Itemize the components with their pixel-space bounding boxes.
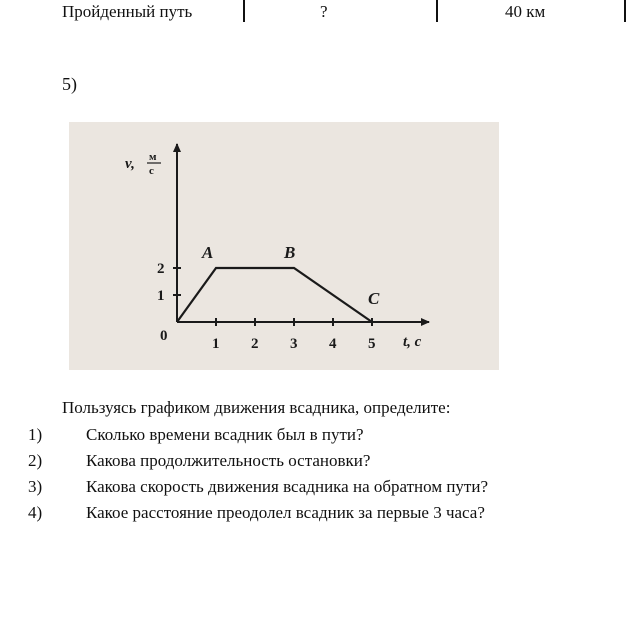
y-axis-unit-denominator: с xyxy=(149,165,154,177)
graph-canvas xyxy=(69,122,499,370)
x-tick-label: 3 xyxy=(290,336,298,352)
x-tick-label: 2 xyxy=(251,336,259,352)
x-axis-label: t, с xyxy=(403,334,422,350)
question-text: Сколько времени всадник был в пути? xyxy=(86,425,364,444)
question-text: Какова скорость движения всадника на обратном пути? xyxy=(86,477,488,496)
question-item xyxy=(0,425,640,449)
question-text: Какова продолжительность остановки? xyxy=(86,451,371,470)
question-number: 1) xyxy=(28,425,43,444)
question-item xyxy=(0,451,640,475)
table-cell-value: 40 км xyxy=(505,2,546,21)
origin-label: 0 xyxy=(160,328,168,344)
task-number: 5) xyxy=(62,74,77,94)
table-cell-unknown: ? xyxy=(320,2,328,21)
table-divider xyxy=(624,0,626,22)
y-tick-label: 2 xyxy=(157,261,165,277)
question-number: 3) xyxy=(28,477,43,496)
question-text: Какое расстояние преодолел всадник за первые 3 часа? xyxy=(86,503,485,522)
y-axis-unit-numerator: м xyxy=(149,151,157,163)
table-row-label: Пройденный путь xyxy=(62,2,193,21)
table-divider xyxy=(436,0,438,22)
point-label: B xyxy=(284,243,296,262)
question-number: 4) xyxy=(28,503,43,522)
instruction-text: Пользуясь графиком движения всадника, определите: xyxy=(62,398,451,417)
question-number: 2) xyxy=(28,451,43,470)
table-divider xyxy=(243,0,245,22)
distance-table-row xyxy=(0,0,640,24)
motion-line xyxy=(177,268,372,322)
point-label: A xyxy=(202,243,214,262)
x-tick-label: 4 xyxy=(329,336,337,352)
y-axis-symbol: v, xyxy=(125,156,135,172)
question-item xyxy=(0,503,640,527)
velocity-time-graph xyxy=(69,122,499,370)
point-label: C xyxy=(368,289,380,308)
x-tick-label: 5 xyxy=(368,336,376,352)
x-tick-label: 1 xyxy=(212,336,220,352)
y-tick-label: 1 xyxy=(157,288,165,304)
question-item xyxy=(0,477,640,501)
